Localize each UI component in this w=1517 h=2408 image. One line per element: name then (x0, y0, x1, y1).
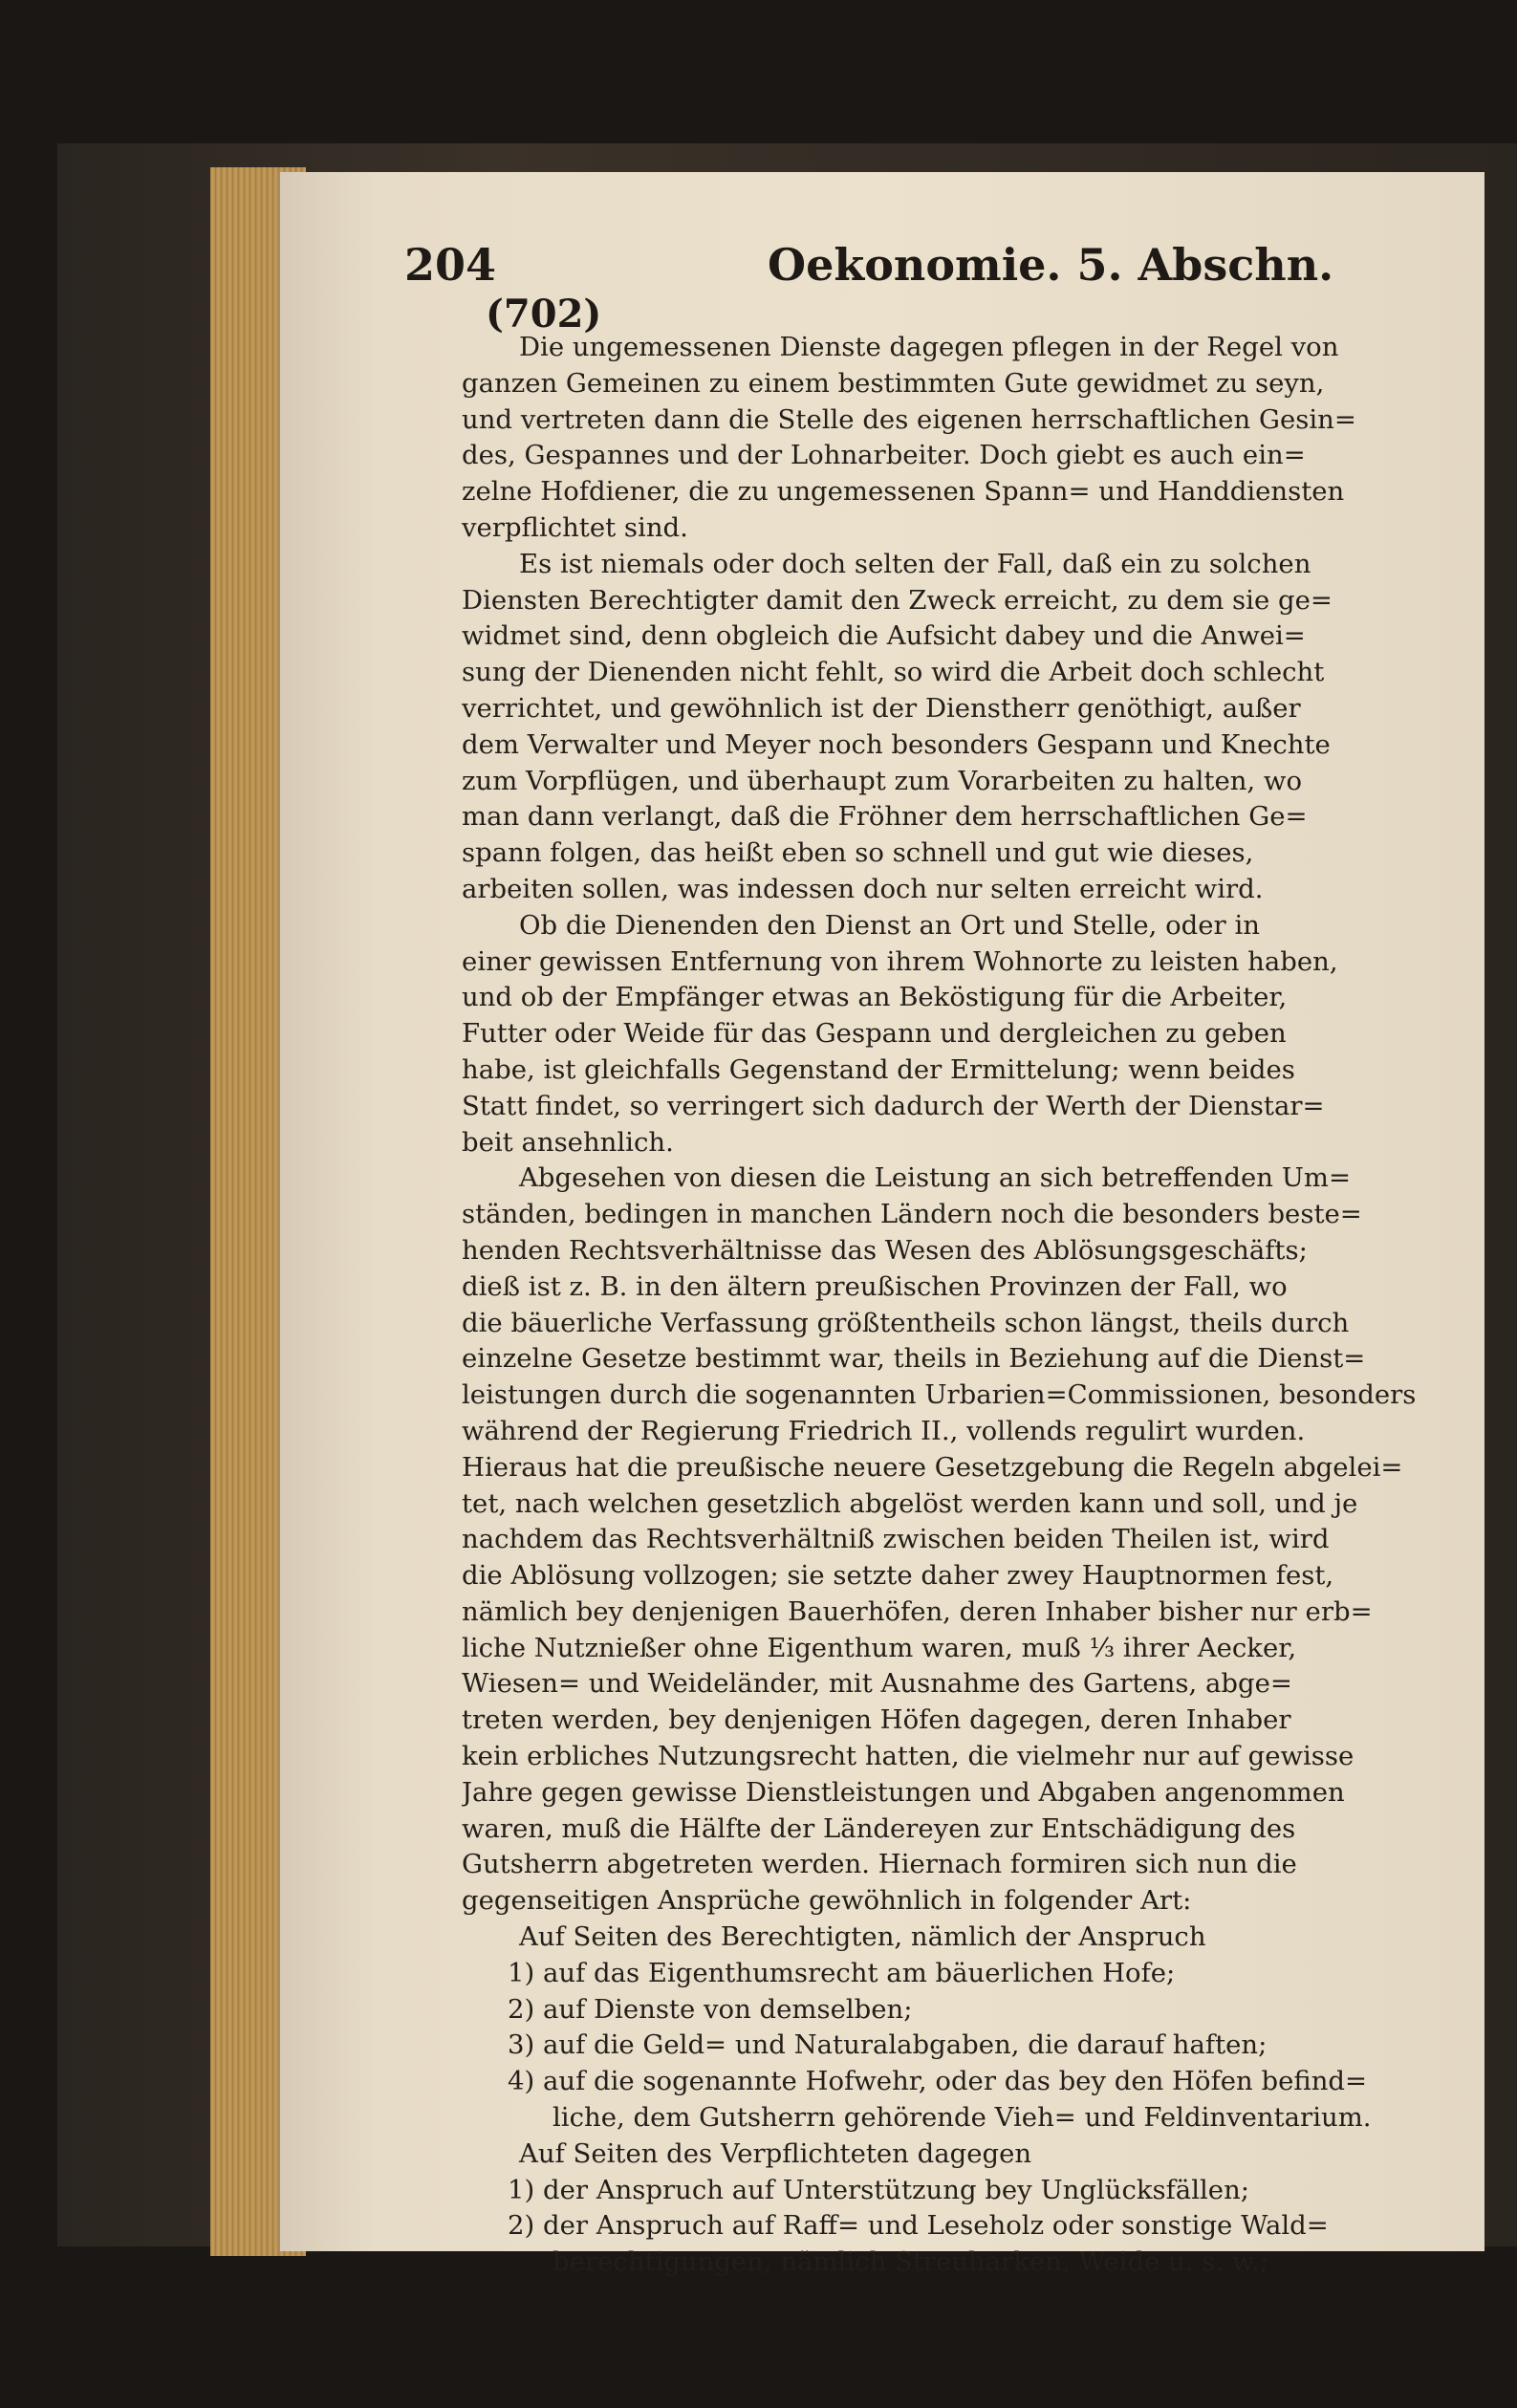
text-line: die Ablösung vollzogen; sie setzte daher zwey Hauptnormen fest, (462, 1560, 1334, 1592)
text-line: nachdem das Rechtsverhältniß zwischen beiden Theilen ist, wird (462, 1524, 1330, 1555)
text-line: kein erbliches Nutzungsrecht hatten, die vielmehr nur auf gewisse (462, 1741, 1354, 1772)
text-line: nämlich bey denjenigen Bauerhöfen, deren Inhaber bisher nur erb= (462, 1595, 1373, 1627)
text-line: die bäuerliche Verfassung größtentheils schon längst, theils durch (462, 1307, 1350, 1338)
text-line: 2) auf Dienste von demselben; (508, 1993, 913, 2025)
body-text (462, 330, 1465, 2281)
text-line: sung der Dienenden nicht fehlt, so wird die Arbeit doch schlecht (462, 657, 1325, 688)
text-line: 3) auf die Geld= und Naturalabgaben, die darauf haften; (508, 2029, 1268, 2061)
text-line: Auf Seiten des Verpflichteten dagegen (519, 2137, 1032, 2169)
running-title: Oekonomie. 5. Abschn. (768, 239, 1334, 291)
text-line: leistungen durch die sogenannten Urbarien=Commissionen, besonders (462, 1379, 1417, 1411)
text-line: des, Gespannes und der Lohnarbeiter. Doch giebt es auch ein= (462, 440, 1306, 471)
text-line: liche Nutznießer ohne Eigenthum waren, muß ⅓ ihrer Aecker, (462, 1632, 1297, 1663)
text-line: Auf Seiten des Berechtigten, nämlich der Anspruch (519, 1921, 1206, 1953)
text-line: während der Regierung Friedrich II., vollends regulirt wurden. (462, 1415, 1306, 1446)
text-line: Gutsherrn abgetreten werden. Hiernach formiren sich nun die (462, 1849, 1297, 1880)
text-line: Jahre gegen gewisse Dienstleistungen und Abgaben angenommen (462, 1776, 1345, 1808)
text-line: dieß ist z. B. in den ältern preußischen Provinzen der Fall, wo (462, 1270, 1288, 1302)
text-line: zum Vorpflügen, und überhaupt zum Vorarbeiten zu halten, wo (462, 765, 1303, 796)
text-line: und vertreten dann die Stelle des eigenen herrschaftlichen Gesin= (462, 403, 1356, 435)
text-line: Futter oder Weide für das Gespann und dergleichen zu geben (462, 1018, 1287, 1050)
text-line: zelne Hofdiener, die zu ungemessenen Spann= und Handdiensten (462, 476, 1345, 508)
text-line: verpflichtet sind. (462, 511, 688, 543)
text-line: widmet sind, denn obgleich die Aufsicht dabey und die Anwei= (462, 620, 1306, 652)
text-line: 4) auf die sogenannte Hofwehr, oder das bey den Höfen befind= (508, 2066, 1368, 2097)
text-line: berechtigungen, nämlich Streuharken, Weide u. s. w.; (553, 2246, 1269, 2278)
text-line: Die ungemessenen Dienste dagegen pflegen in der Regel von (519, 332, 1339, 362)
text-line: henden Rechtsverhältnisse das Wesen des Ablösungsgeschäfts; (462, 1234, 1308, 1266)
text-line: Hieraus hat die preußische neuere Gesetzgebung die Regeln abgelei= (462, 1451, 1403, 1483)
text-line: beit ansehnlich. (462, 1126, 674, 1158)
text-line: gegenseitigen Ansprüche gewöhnlich in folgender Art: (462, 1885, 1192, 1917)
text-line: 2) der Anspruch auf Raff= und Leseholz oder sonstige Wald= (508, 2210, 1329, 2242)
text-line: Statt findet, so verringert sich dadurch der Werth der Dienstar= (462, 1090, 1325, 1121)
text-line: spann folgen, das heißt eben so schnell und gut wie dieses, (462, 837, 1254, 869)
page-number: 204 (404, 239, 497, 291)
text-line: Diensten Berechtigter damit den Zweck erreicht, zu dem sie ge= (462, 584, 1333, 616)
text-line: Es ist niemals oder doch selten der Fall, daß ein zu solchen (519, 548, 1311, 579)
text-line: und ob der Empfänger etwas an Beköstigung für die Arbeiter, (462, 982, 1288, 1013)
text-line: 1) der Anspruch auf Unterstützung bey Unglücksfällen; (508, 2174, 1250, 2205)
text-line: verrichtet, und gewöhnlich ist der Dienstherr genöthigt, außer (462, 692, 1301, 724)
text-line: ständen, bedingen in manchen Ländern noch die besonders beste= (462, 1199, 1362, 1230)
text-line: Abgesehen von diesen die Leistung an sich betreffenden Um= (519, 1162, 1352, 1194)
text-line: treten werden, bey denjenigen Höfen dagegen, deren Inhaber (462, 1704, 1291, 1736)
text-line: habe, ist gleichfalls Gegenstand der Ermittelung; wenn beides (462, 1053, 1295, 1085)
text-line: arbeiten sollen, was indessen doch nur selten erreicht wird. (462, 873, 1264, 904)
book-page (277, 172, 1484, 2278)
text-line: tet, nach welchen gesetzlich abgelöst werden kann und soll, und je (462, 1487, 1358, 1519)
text-line: man dann verlangt, daß die Fröhner dem herrschaftlichen Ge= (462, 801, 1308, 833)
text-line: einzelne Gesetze bestimmt war, theils in Beziehung auf die Dienst= (462, 1343, 1366, 1375)
text-line: Ob die Dienenden den Dienst an Ort und Stelle, oder in (519, 909, 1260, 941)
text-line: dem Verwalter und Meyer noch besonders Gespann und Knechte (462, 728, 1331, 760)
text-line: einer gewissen Entfernung von ihrem Wohnorte zu leisten haben, (462, 945, 1338, 977)
text-line: 1) auf das Eigenthumsrecht am bäuerlichen Hofe; (508, 1957, 1176, 1988)
text-line: liche, dem Gutsherrn gehörende Vieh= und Feldinventarium. (553, 2102, 1372, 2134)
text-line: Wiesen= und Weideländer, mit Ausnahme des Gartens, abge= (462, 1668, 1292, 1700)
text-line: ganzen Gemeinen zu einem bestimmten Gute gewidmet zu seyn, (462, 367, 1325, 399)
section-number: (702) (486, 292, 602, 336)
text-line: waren, muß die Hälfte der Ländereyen zur Entschädigung des (462, 1812, 1296, 1844)
